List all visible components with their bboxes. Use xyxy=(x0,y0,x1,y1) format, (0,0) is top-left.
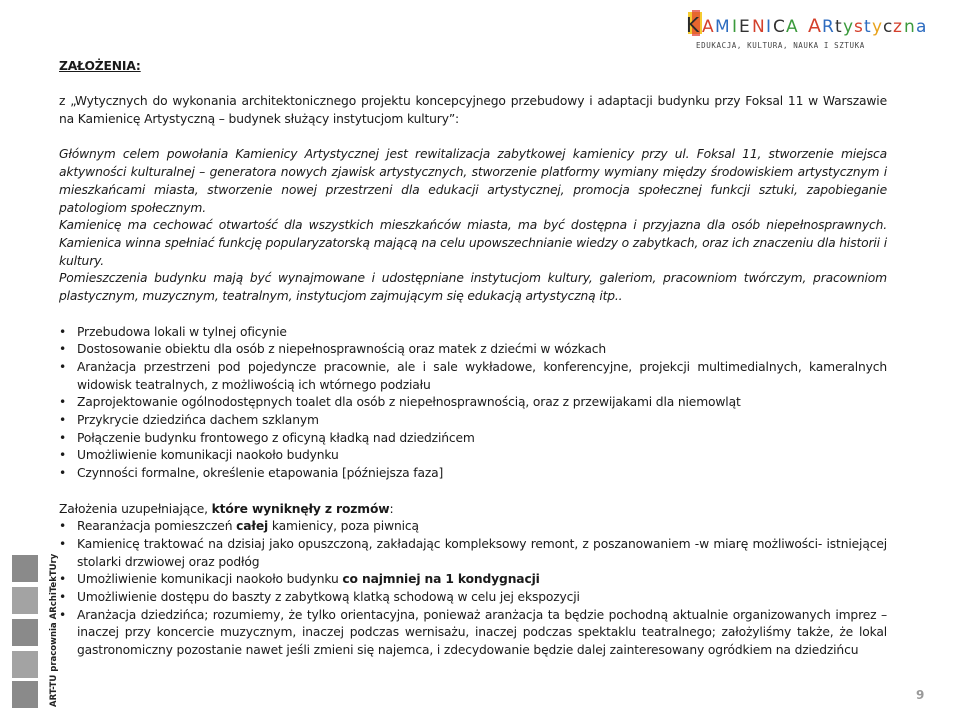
svg-text:z: z xyxy=(893,17,902,37)
svg-text:y: y xyxy=(872,17,883,37)
quote-paragraph: Głównym celem powołania Kamienicy Artystycznej jest rewitalizacja zabytkowej kamienicy przy ul. Foksal 11, stworzenie miejsca aktywności kulturalnej – generatora nowych zjawisk artystycznych, stworzenie platformy wymiany między środowiskiem artystycznym i mieszkańcami miasta, stworzenie nowej przestrzeni dla edukacji artystycznej, promocja społecznej funkcji sztuki, zapobieganie patologiom społecznym. xyxy=(59,147,887,215)
section-heading: ZAŁOŻENIA: xyxy=(59,59,141,73)
svg-text:M: M xyxy=(715,17,730,37)
supplement-intro xyxy=(59,501,887,519)
svg-text:t: t xyxy=(835,17,842,37)
list-item: • Zaprojektowanie ogólnodostępnych toalet dla osób z niepełnosprawnością, oraz z przewijakami dla niemowląt xyxy=(59,394,887,412)
svg-text:c: c xyxy=(883,17,893,37)
svg-text:y: y xyxy=(843,17,854,37)
list-item xyxy=(59,589,887,607)
grey-square xyxy=(12,619,38,646)
grey-square xyxy=(12,651,38,678)
list-item: • Czynności formalne, określenie etapowania [późniejsza faza] xyxy=(59,465,887,483)
quote-paragraph: Pomieszczenia budynku mają być wynajmowane i udostępniane instytucjom kultury, galeriom, pracowniom twórczym, pracowniom plastycznym, muzycznym, teatralnym, instytucjom zajmującym się edukacją artystyczną itp.. xyxy=(59,271,887,304)
list-item: • Dostosowanie obiektu dla osób z niepełnosprawnością oraz matek z dziećmi w wózkach xyxy=(59,341,887,359)
list-item: • Aranżacja przestrzeni pod pojedyncze pracownie, ale i sale wykładowe, konferencyjne, projekcji multimedialnych, kameralnych widowisk teatralnych, z możliwością ich wtórnego podziału xyxy=(59,359,887,394)
supplement-intro-bold: które wyniknęły z rozmów xyxy=(211,501,390,516)
item-text: Rearanżacja pomieszczeń xyxy=(77,519,237,534)
svg-text:E: E xyxy=(739,17,750,37)
list-item xyxy=(59,518,887,536)
svg-text:N: N xyxy=(752,17,765,37)
svg-text:I: I xyxy=(732,17,738,37)
page-number: 9 xyxy=(916,688,925,702)
svg-text:EDUKACJA, KULTURA, NAUKA I SZT: EDUKACJA, KULTURA, NAUKA I SZTUKA xyxy=(696,41,865,50)
item-text: kamienicy, poza piwnicą xyxy=(268,519,419,534)
item-text: Kamienicę traktować na dzisiaj jako opuszczoną, zakładając kompleksowy remont, z poszanowaniem -w miarę możliwości- istniejącej stolarki drzwiowej oraz podłóg xyxy=(77,536,887,569)
grey-square xyxy=(12,555,38,582)
list-item: • Umożliwienie komunikacji naokoło budynku xyxy=(59,447,887,465)
grey-square xyxy=(12,681,38,708)
item-text: Umożliwienie komunikacji naokoło budynku xyxy=(77,572,343,587)
list-item: • Połączenie budynku frontowego z oficyną kładką nad dziedzińcem xyxy=(59,430,887,448)
svg-text:s: s xyxy=(854,17,863,37)
list-item xyxy=(59,571,887,589)
svg-text:R: R xyxy=(822,17,834,37)
studio-label: ART-TU pracownia ARchiTekTUry xyxy=(49,553,59,707)
slide-content xyxy=(59,58,887,660)
svg-text:C: C xyxy=(773,17,785,37)
grey-square xyxy=(12,587,38,614)
svg-text:K: K xyxy=(686,13,700,37)
item-bold: co najmniej na 1 kondygnacji xyxy=(342,572,540,587)
supplement-list xyxy=(59,518,887,660)
svg-text:A: A xyxy=(808,15,821,37)
svg-text:A: A xyxy=(786,17,798,37)
svg-text:t: t xyxy=(864,17,871,37)
intro-text: z „Wytycznych do wykonania architektonicznego projektu koncepcyjnego przebudowy i adaptacji budynku przy Foksal 11 w Warszawie na Kamienicę Artystyczną – budynek służący instytucjom kultury”: xyxy=(59,94,887,127)
svg-text:A: A xyxy=(702,17,714,37)
item-text: Aranżacja dziedzińca; rozumiemy, że tylko orientacyjna, ponieważ aranżacja ta będzie pochodną aktualnie organizowanych imprez – inaczej przy koncercie muzycznym, inaczej podczas wernisażu, inaczej podczas spektaklu teatralnego; założyliśmy także, że lokal gastronomiczny pozostanie nawet jeśli zmieni się najemca, i zdecydowanie będzie dalej zainteresowany ogródkiem na dziedzińcu xyxy=(77,607,887,658)
quote-paragraph: Kamienicę ma cechować otwartość dla wszystkich mieszkańców miasta, ma być dostępna i przyjazna dla osób niepełnosprawnych. Kamienica winna spełniać funkcję popularyzatorską mającą na celu upowszechnianie wiedzy o zabytkach, oraz ich znaczeniu dla historii i kultury. xyxy=(59,218,887,268)
supplement-intro-suffix: : xyxy=(389,501,394,516)
decorative-squares xyxy=(12,555,40,707)
svg-text:I: I xyxy=(766,17,772,37)
list-item: • Przykrycie dziedzińca dachem szklanym xyxy=(59,412,887,430)
supplement-intro-prefix: Założenia uzupełniające, xyxy=(59,501,212,516)
main-requirements-list xyxy=(59,324,887,483)
svg-text:n: n xyxy=(904,17,915,37)
list-item xyxy=(59,536,887,571)
svg-text:a: a xyxy=(916,17,927,37)
item-bold: całej xyxy=(236,519,269,534)
item-text: Umożliwienie dostępu do baszty z zabytkową klatką schodową w celu jej ekspozycji xyxy=(77,590,580,605)
kamienica-artystyczna-logo xyxy=(686,4,948,56)
list-item xyxy=(59,607,887,660)
list-item: • Przebudowa lokali w tylnej oficynie xyxy=(59,324,887,342)
